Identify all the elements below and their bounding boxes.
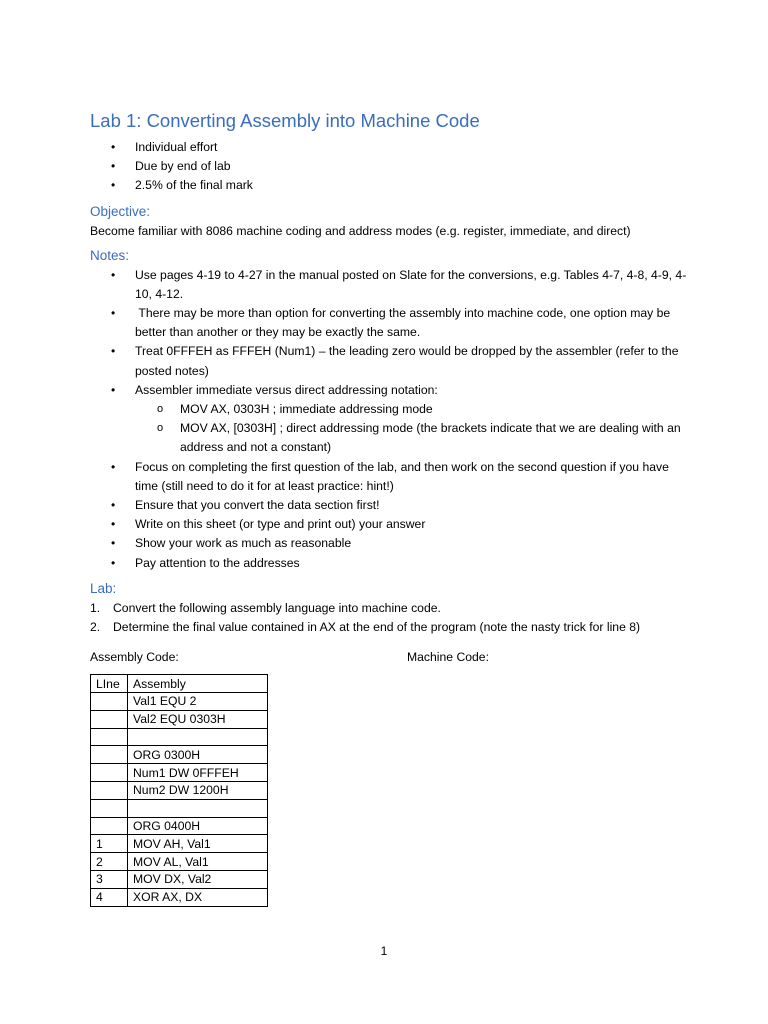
page-title: Lab 1: Converting Assembly into Machine Code (90, 110, 480, 131)
bullet-icon: • (111, 382, 116, 397)
bullet-icon: • (111, 498, 116, 513)
list-item: • 2.5% of the final mark (90, 176, 690, 195)
item-number: 2. (90, 620, 101, 635)
assembly-cell (128, 728, 268, 746)
list-item: • Focus on completing the first question of the lab, and then work on the second question if you have time (still need to do it for at least practice: hint!) (111, 459, 669, 493)
list-item: • Write on this sheet (or type and print out) your answer (90, 515, 690, 534)
bullet-icon: • (111, 306, 116, 321)
line-cell (91, 728, 128, 746)
line-cell: 3 (91, 871, 128, 889)
line-cell (91, 764, 128, 782)
bullet-icon: • (111, 267, 116, 282)
lab-list (90, 599, 690, 637)
assembly-cell: Num1 DW 0FFFEH (128, 764, 268, 782)
lab-item: 2. Determine the final value contained in AX at the end of the program (note the nasty trick for line 8) (90, 618, 690, 637)
bullet-icon: • (111, 178, 116, 193)
table-row (91, 782, 268, 800)
table-row (91, 817, 268, 835)
list-item: • Show your work as much as reasonable (90, 534, 690, 553)
circle-bullet-icon: o (157, 422, 164, 435)
sub-list-item: o MOV AX, 0303H ; immediate addressing mode (135, 400, 690, 419)
notes-heading: Notes: (90, 247, 130, 263)
assembly-cell: Num2 DW 1200H (128, 782, 268, 800)
line-cell (91, 782, 128, 800)
assembly-cell: MOV DX, Val2 (128, 871, 268, 889)
list-item: • Pay attention to the addresses (90, 554, 690, 573)
table-row (91, 853, 268, 871)
line-cell (91, 746, 128, 764)
document-page (90, 108, 690, 907)
list-item: • Ensure that you convert the data section first! (90, 496, 690, 515)
line-cell (91, 693, 128, 711)
assembly-table (90, 674, 268, 906)
assembly-cell: MOV AL, Val1 (128, 853, 268, 871)
list-item: • Individual effort (90, 138, 690, 157)
bullet-icon: • (111, 140, 116, 154)
table-row (91, 871, 268, 889)
intro-list (90, 138, 690, 196)
column-header-assembly: Assembly (128, 675, 268, 693)
list-item: • There may be more than option for converting the assembly into machine code, one option may be better than another or they may be exactly the same. (111, 306, 674, 340)
circle-bullet-icon: o (157, 403, 164, 416)
list-item: • Due by end of lab (90, 157, 690, 176)
table-row (91, 693, 268, 711)
machine-code-label: Machine Code: (407, 650, 489, 665)
table-row (91, 728, 268, 746)
code-labels (90, 644, 690, 674)
objective-text: Become familiar with 8086 machine coding and address modes (e.g. register, immediate, and direct) (90, 223, 631, 238)
lab-item: 1. Convert the following assembly language into machine code. (90, 599, 690, 618)
table-row (91, 710, 268, 728)
table-row (91, 764, 268, 782)
assembly-cell: XOR AX, DX (128, 888, 268, 906)
addressing-sublist (135, 400, 690, 458)
bullet-icon: • (111, 536, 116, 551)
list-item: • Assembler immediate versus direct addressing notation: o MOV AX, 0303H ; immediate addressing mode o MOV AX, [0303H] ; direct addressing mode (the brackets indicate that we are dealing with an address and not a constant) (90, 381, 690, 458)
column-header-line: LIne (91, 675, 128, 693)
line-cell (91, 817, 128, 835)
line-cell: 1 (91, 835, 128, 853)
table-row (91, 799, 268, 817)
assembly-cell: Val1 EQU 2 (128, 693, 268, 711)
lab-heading: Lab: (90, 580, 117, 596)
table-header-row (91, 675, 268, 693)
line-cell (91, 799, 128, 817)
sub-list-item: o MOV AX, [0303H] ; direct addressing mode (the brackets indicate that we are dealing with an address and not a constant) (157, 421, 681, 455)
bullet-icon: • (111, 159, 116, 174)
notes-list (90, 266, 690, 573)
assembly-cell (128, 799, 268, 817)
assembly-code-label: Assembly Code: (90, 650, 179, 665)
list-item: • Use pages 4-19 to 4-27 in the manual posted on Slate for the conversions, e.g. Tables 4-7, 4-8, 4-9, 4-10, 4-12. (111, 267, 687, 301)
assembly-cell: MOV AH, Val1 (128, 835, 268, 853)
page-number: 1 (380, 944, 388, 958)
bullet-icon: • (111, 517, 116, 532)
bullet-icon: • (111, 344, 116, 359)
line-cell: 4 (91, 888, 128, 906)
item-number: 1. (90, 600, 101, 615)
table-row (91, 835, 268, 853)
assembly-cell: Val2 EQU 0303H (128, 710, 268, 728)
assembly-cell: ORG 0300H (128, 746, 268, 764)
line-cell (91, 710, 128, 728)
objective-heading: Objective: (90, 203, 151, 219)
list-item: • Treat 0FFFEH as FFFEH (Num1) – the leading zero would be dropped by the assembler (refer to the posted notes) (111, 344, 679, 378)
bullet-icon: • (111, 459, 116, 474)
bullet-icon: • (111, 555, 116, 570)
line-cell: 2 (91, 853, 128, 871)
table-row (91, 888, 268, 906)
table-row (91, 746, 268, 764)
assembly-cell: ORG 0400H (128, 817, 268, 835)
